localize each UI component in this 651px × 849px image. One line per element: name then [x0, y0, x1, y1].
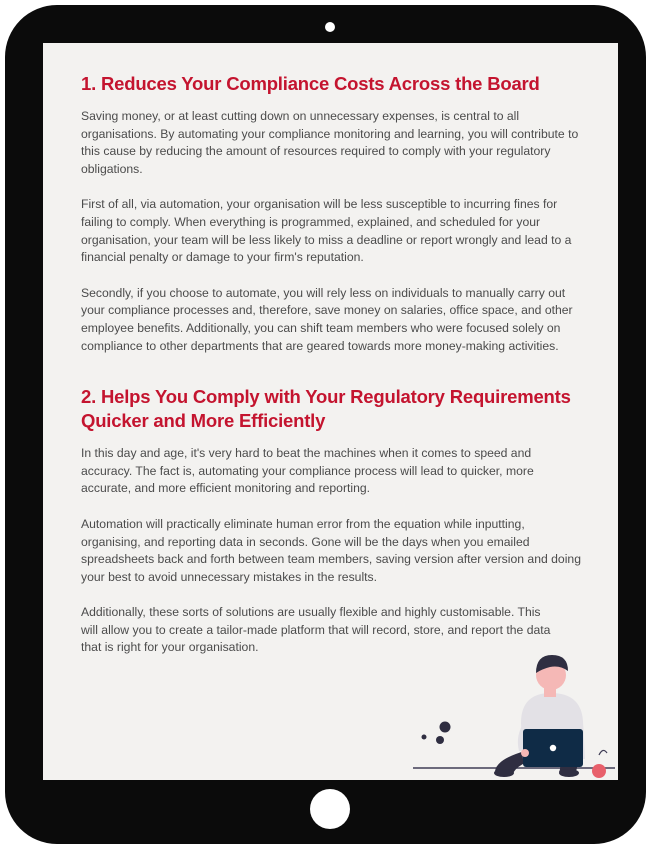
- section-2-paragraph-3: Additionally, these sorts of solutions are usually flexible and highly customisable. This will allow you to create a tailor-made platform that will record, store, and report the data that is right for your organisation.: [81, 605, 551, 655]
- home-button-icon[interactable]: [310, 789, 350, 829]
- section-2-paragraph-1: In this day and age, it's very hard to beat the machines when it comes to speed and accuracy. The fact is, automating your compliance process will lead to quicker, more accurate, and more efficient monitoring and reporting.: [81, 446, 534, 496]
- section-1-paragraph-1: Saving money, or at least cutting down on unnecessary expenses, is central to all organisations. By automating your compliance monitoring and learning, you will contribute to this cause by reducing the amount of resources required to comply with your regulatory obligations.: [81, 109, 579, 176]
- article-content: [81, 72, 581, 657]
- camera-icon: [325, 22, 335, 32]
- section-1-paragraph-2: First of all, via automation, your organisation will be less susceptible to incurring fines for failing to comply. When everything is programmed, explained, and scheduled for your organisation, your team will be less likely to miss a deadline or report wrongly and lead to a financial penalty or damage to your firm's reputation.: [81, 197, 572, 265]
- section-2-heading: 2. Helps You Comply with Your Regulatory Requirements Quicker and More Efficiently: [81, 386, 571, 432]
- tablet-screen: [43, 43, 618, 780]
- floating-dot-large: [440, 722, 451, 733]
- section-2-paragraph-2: Automation will practically eliminate human error from the equation while inputting, organising, and reporting data in seconds. Gone will be the days when you emailed spreadsheets back and forth between team members, saving version after version and doing your best to avoid unnecessary mistakes in the results.: [81, 516, 581, 584]
- floating-dot-medium: [436, 736, 444, 744]
- person-laptop-illustration: [403, 643, 618, 780]
- section-1-heading: 1. Reduces Your Compliance Costs Across the Board: [81, 73, 540, 94]
- plant-stem: [599, 750, 607, 755]
- apple-icon: [592, 764, 606, 778]
- floating-dot-small: [422, 735, 427, 740]
- tablet-frame: [5, 5, 646, 844]
- laptop-logo: [550, 745, 556, 751]
- section-1-paragraph-3: Secondly, if you choose to automate, you will rely less on individuals to manually carry out your compliance processes and, therefore, save money on salaries, office space, and other employee benefits. Additionally, you can shift team members who were focused solely on compliance to other departments that are geared towards more money-making activities.: [81, 285, 573, 353]
